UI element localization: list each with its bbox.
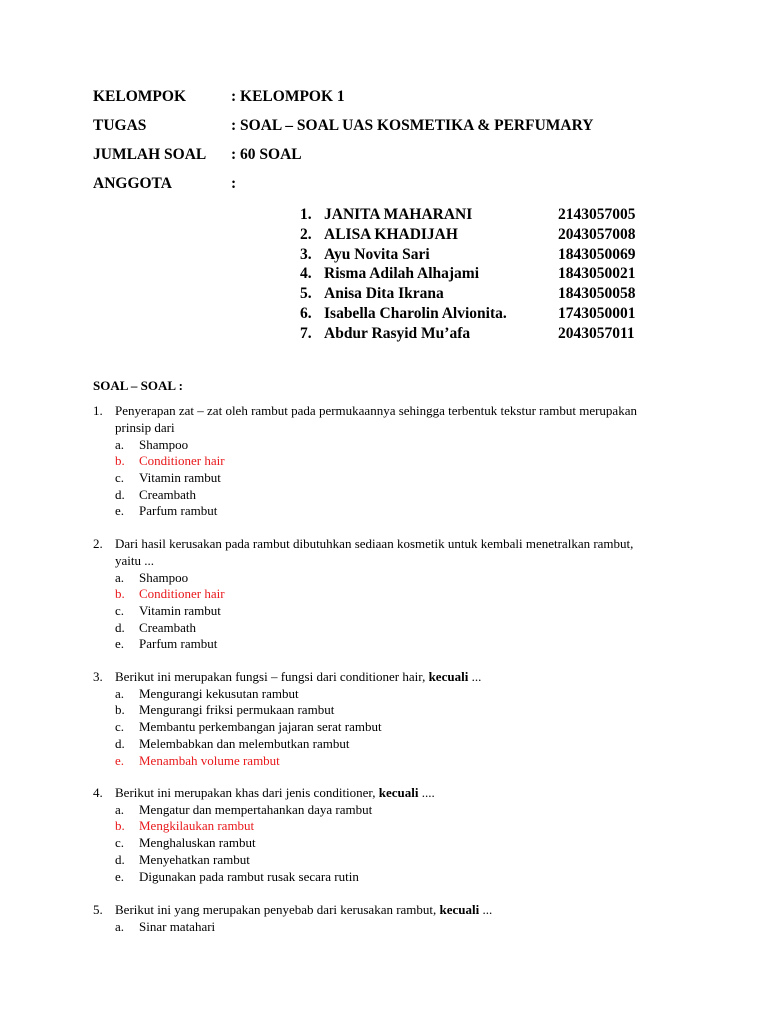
question-5	[93, 902, 653, 935]
member-row	[300, 225, 645, 245]
member-nim: 1743050001	[558, 304, 636, 322]
question-number: 1.	[93, 403, 103, 418]
member-row	[300, 264, 645, 284]
member-name: Risma Adilah Alhajami	[324, 265, 480, 283]
question-4	[93, 785, 653, 885]
question-1	[93, 403, 653, 520]
option: e. Digunakan pada rambut rusak secara rutin	[115, 868, 359, 884]
option: a. Shampoo	[115, 569, 189, 585]
question-text: Berikut ini yang merupakan penyebab dari kerusakan rambut, kecuali ...	[115, 902, 493, 917]
option: c. Menghaluskan rambut	[115, 835, 256, 851]
member-row	[300, 304, 645, 324]
member-nim: 2143057005	[558, 206, 636, 223]
member-nim: 1843050058	[558, 285, 636, 303]
member-nim: 1843050069	[558, 245, 636, 263]
option-list	[93, 570, 653, 653]
option-list	[93, 802, 653, 885]
member-number: 3.	[300, 245, 312, 263]
member-nim: 1843050021	[558, 265, 636, 283]
header-value: : KELOMPOK 1	[231, 88, 345, 105]
option: a. Mengurangi kekusutan rambut	[115, 685, 299, 701]
option-correct: b. Conditioner hair	[115, 586, 225, 602]
question-text: Berikut ini merupakan khas dari jenis conditioner, kecuali ....	[115, 785, 435, 800]
option: d. Creambath	[115, 619, 197, 635]
option: c. Membantu perkembangan jajaran serat rambut	[115, 719, 382, 735]
member-list	[300, 205, 645, 344]
option: c. Vitamin rambut	[115, 602, 221, 618]
question-text: Penyerapan zat – zat oleh rambut pada permukaannya sehingga terbentuk tekstur rambut merupakan prinsip dari	[115, 403, 637, 435]
header-value: : SOAL – SOAL UAS KOSMETIKA & PERFUMARY	[231, 117, 594, 134]
header-value: : 60 SOAL	[231, 146, 302, 163]
member-row	[300, 245, 645, 265]
option-list	[93, 437, 653, 520]
member-number: 4.	[300, 265, 312, 283]
member-name: Isabella Charolin Alvionita.	[324, 304, 507, 322]
question-text: Berikut ini merupakan fungsi – fungsi dari conditioner hair, kecuali ...	[115, 669, 482, 684]
option: a. Mengatur dan mempertahankan daya rambut	[115, 801, 373, 817]
option-list	[93, 686, 653, 769]
question-number: 5.	[93, 902, 103, 917]
member-number: 2.	[300, 225, 312, 243]
header-label: ANGGOTA	[93, 175, 172, 192]
header-label: JUMLAH SOAL	[93, 146, 207, 163]
member-name: Anisa Dita Ikrana	[324, 285, 444, 303]
member-number: 5.	[300, 285, 312, 303]
option: d. Creambath	[115, 486, 197, 502]
question-number: 4.	[93, 785, 103, 800]
option-correct: b. Conditioner hair	[115, 453, 225, 469]
option: c. Vitamin rambut	[115, 469, 221, 485]
question-number: 2.	[93, 536, 103, 551]
member-row	[300, 324, 645, 344]
member-number: 7.	[300, 324, 312, 342]
member-nim: 2043057008	[558, 225, 636, 243]
option: e. Parfum rambut	[115, 636, 218, 652]
option-correct: b. Mengkilaukan rambut	[115, 818, 255, 834]
member-nim: 2043057011	[558, 324, 635, 342]
section-title: SOAL – SOAL :	[93, 378, 183, 393]
member-row	[300, 284, 645, 304]
question-number: 3.	[93, 669, 103, 684]
option: b. Mengurangi friksi permukaan rambut	[115, 702, 335, 718]
member-name: ALISA KHADIJAH	[324, 225, 458, 243]
member-number: 1.	[300, 206, 312, 223]
member-name: Abdur Rasyid Mu’afa	[324, 324, 471, 342]
question-2	[93, 536, 653, 653]
header-value: :	[231, 175, 237, 192]
header-label: KELOMPOK	[93, 88, 186, 105]
option: e. Parfum rambut	[115, 503, 218, 519]
option: a. Sinar matahari	[115, 918, 216, 934]
member-row	[300, 205, 645, 225]
option: d. Menyehatkan rambut	[115, 851, 250, 867]
member-name: Ayu Novita Sari	[324, 245, 430, 263]
member-name: JANITA MAHARANI	[324, 206, 473, 223]
question-3	[93, 669, 653, 769]
option-list	[93, 919, 653, 936]
member-number: 6.	[300, 304, 312, 322]
option: d. Melembabkan dan melembutkan rambut	[115, 735, 350, 751]
option: a. Shampoo	[115, 436, 189, 452]
question-text: Dari hasil kerusakan pada rambut dibutuhkan sediaan kosmetik untuk kembali menetralkan rambut, yaitu ...	[115, 536, 634, 568]
option-correct: e. Menambah volume rambut	[115, 752, 280, 768]
header-label: TUGAS	[93, 117, 147, 134]
